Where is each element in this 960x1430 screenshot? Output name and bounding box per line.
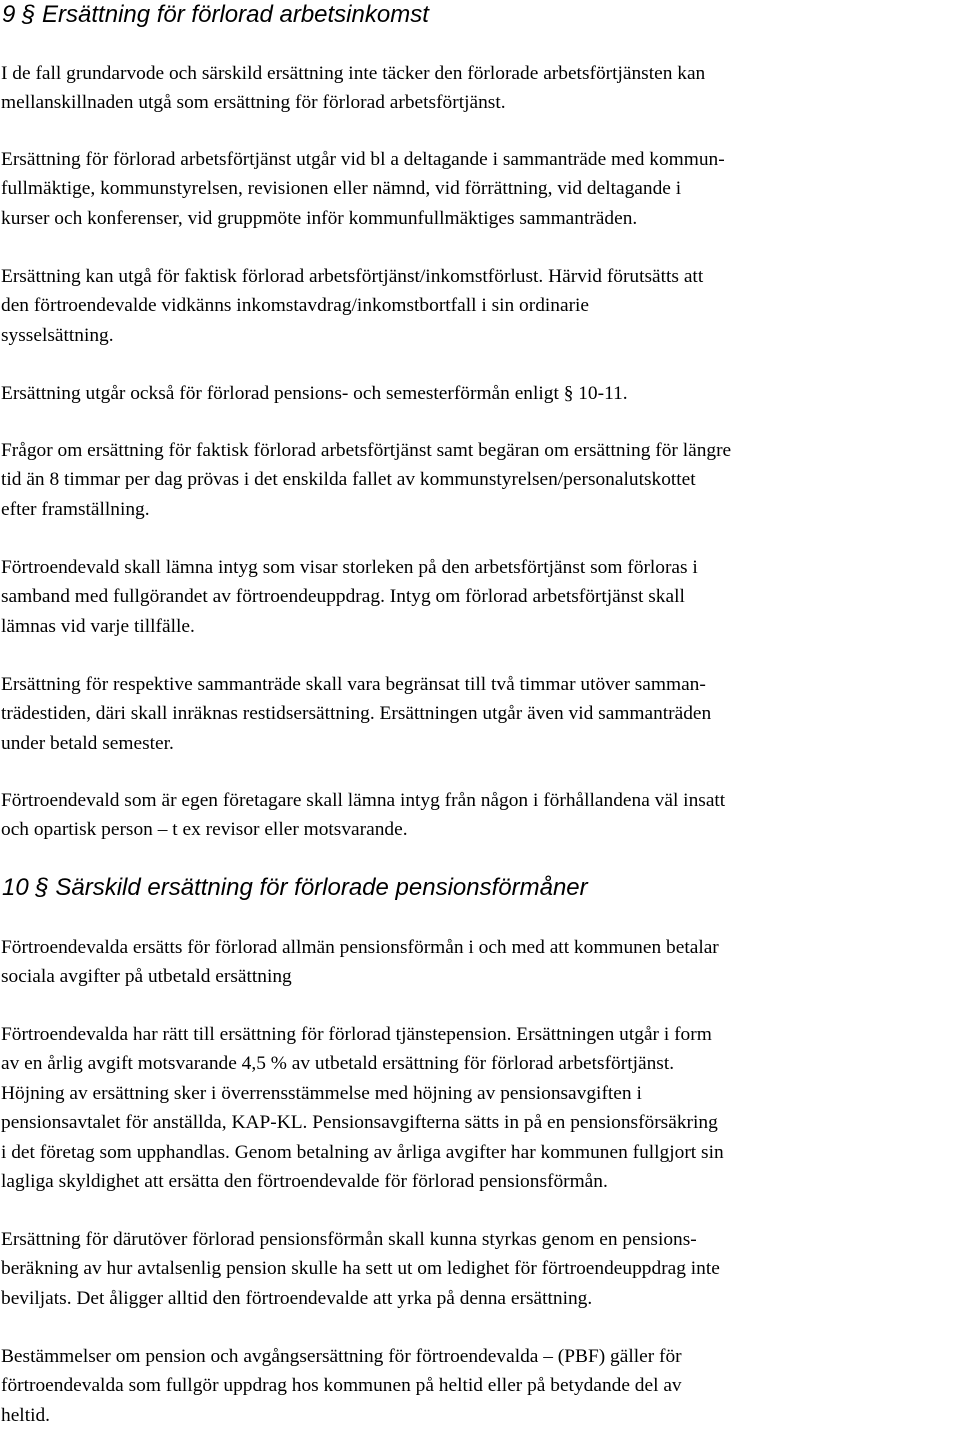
text-line: sociala avgifter på utbetald ersättning	[1, 966, 292, 988]
section-9-paragraph-6	[1, 553, 698, 641]
section-9-paragraph-3	[1, 262, 703, 350]
text-line: lämnas vid varje tillfälle.	[1, 615, 195, 637]
text-line: lagliga skyldighet att ersätta den förtroendevalde för förlorad pensionsförmån.	[1, 1171, 608, 1193]
section-9-paragraph-4	[1, 379, 628, 408]
text-line: tid än 8 timmar per dag prövas i det enskilda fallet av kommunstyrelsen/personalutskottet	[1, 469, 696, 491]
text-line: och opartisk person – t ex revisor eller motsvarande.	[1, 819, 408, 841]
section-10-heading: 10 § Särskild ersättning för förlorade pensionsförmåner	[2, 874, 588, 901]
text-line: fullmäktige, kommunstyrelsen, revisionen eller nämnd, vid förrättning, vid deltagande i	[1, 178, 682, 200]
section-9-paragraph-1	[1, 59, 705, 118]
text-line: i det företag som upphandlas. Genom betalning av årliga avgifter har kommunen fullgjort sin	[1, 1141, 724, 1163]
text-line: beräkning av hur avtalsenlig pension skulle ha sett ut om ledighet för förtroendeuppdrag inte	[1, 1258, 720, 1280]
text-line: Frågor om ersättning för faktisk förlorad arbetsförtjänst samt begäran om ersättning för längre	[1, 440, 732, 461]
text-line: trädestiden, däri skall inräknas restidsersättning. Ersättningen utgår även vid sammanträden	[1, 703, 712, 725]
text-line: under betald semester.	[1, 732, 174, 754]
text-line: Ersättning för förlorad arbetsförtjänst utgår vid bl a deltagande i sammanträde med kommun-	[1, 149, 725, 170]
text-line: Förtroendevalda ersätts för förlorad allmän pensionsförmån i och med att kommunen betalar	[1, 937, 719, 958]
text-line: sysselsättning.	[1, 324, 114, 346]
text-line: Bestämmelser om pension och avgångsersättning för förtroendevalda – (PBF) gäller för	[1, 1346, 682, 1367]
section-10-paragraph-2	[1, 1020, 724, 1196]
text-line: mellanskillnaden utgå som ersättning för förlorad arbetsförtjänst.	[1, 92, 506, 114]
text-line: samband med fullgörandet av förtroendeuppdrag. Intyg om förlorad arbetsförtjänst skall	[1, 586, 685, 608]
section-10-paragraph-4	[1, 1342, 682, 1430]
text-line: Ersättning för därutöver förlorad pensionsförmån skall kunna styrkas genom en pensions-	[1, 1229, 697, 1250]
text-line: Förtroendevalda har rätt till ersättning för förlorad tjänstepension. Ersättningen utgår i form	[1, 1024, 712, 1045]
section-10-paragraph-3	[1, 1225, 720, 1313]
text-line: den förtroendevalde vidkänns inkomstavdrag/inkomstbortfall i sin ordinarie	[1, 295, 590, 317]
text-line: Förtroendevald skall lämna intyg som visar storleken på den arbetsförtjänst som förloras i	[1, 557, 698, 578]
section-10-paragraph-1	[1, 933, 719, 992]
section-9-paragraph-8	[1, 786, 725, 845]
text-line: beviljats. Det åligger alltid den förtroendevalde att yrka på denna ersättning.	[1, 1287, 593, 1309]
text-line: efter framställning.	[1, 498, 150, 520]
section-9-paragraph-7	[1, 670, 711, 758]
text-line: Ersättning för respektive sammanträde skall vara begränsat till två timmar utöver samman-	[1, 674, 706, 695]
text-line: förtroendevalda som fullgör uppdrag hos kommunen på heltid eller på betydande del av	[1, 1375, 682, 1397]
section-9-paragraph-2	[1, 145, 725, 233]
text-line: I de fall grundarvode och särskild ersättning inte täcker den förlorade arbetsförtjänsten kan	[1, 63, 706, 84]
text-line: av en årlig avgift motsvarande 4,5 % av utbetald ersättning för förlorad arbetsförtjänst.	[1, 1053, 675, 1075]
text-line: pensionsavtalet för anställda, KAP-KL. Pensionsavgifterna sätts in på en pensionsförsäkring	[1, 1112, 718, 1134]
text-line: Förtroendevald som är egen företagare skall lämna intyg från någon i förhållandena väl insatt	[1, 790, 726, 811]
text-line: Ersättning kan utgå för faktisk förlorad arbetsförtjänst/inkomstförlust. Härvid förutsätts att	[1, 266, 704, 287]
text-line: heltid.	[1, 1404, 51, 1426]
text-line: Ersättning utgår också för förlorad pensions- och semesterförmån enligt § 10-11.	[1, 383, 628, 404]
text-line: kurser och konferenser, vid gruppmöte inför kommunfullmäktiges sammanträden.	[1, 207, 638, 229]
section-9-heading: 9 § Ersättning för förlorad arbetsinkomst	[2, 1, 429, 28]
text-line: Höjning av ersättning sker i överrensstämmelse med höjning av pensionsavgiften i	[1, 1082, 642, 1104]
section-9-paragraph-5	[1, 436, 731, 524]
